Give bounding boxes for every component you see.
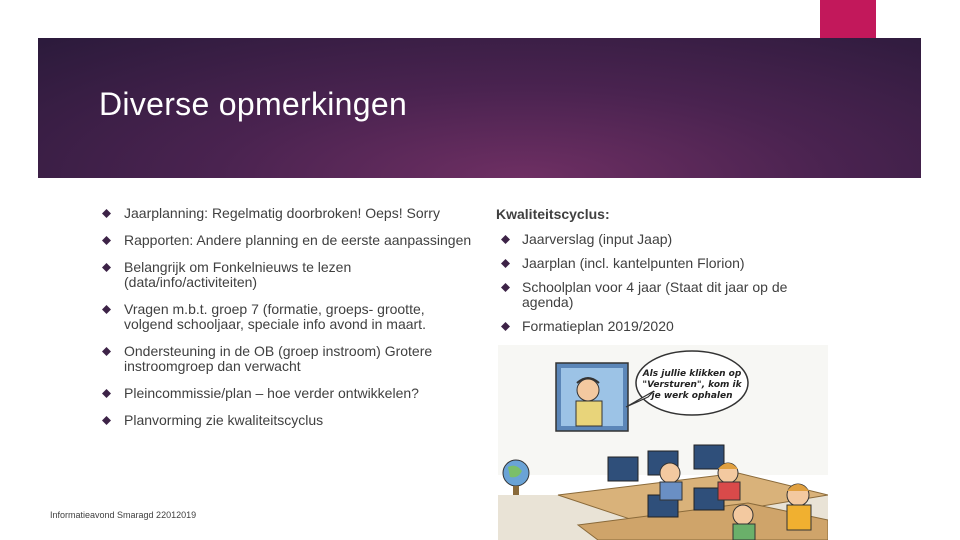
list-item: Jaarplanning: Regelmatig doorbroken! Oeps! Sorry bbox=[104, 206, 474, 221]
list-item: Formatieplan 2019/2020 bbox=[496, 319, 826, 334]
diamond-bullet-icon bbox=[501, 283, 510, 292]
diamond-bullet-icon bbox=[102, 209, 111, 218]
left-bullet-list bbox=[104, 206, 474, 440]
list-item: Jaarverslag (input Jaap) bbox=[496, 232, 826, 247]
child bbox=[733, 505, 753, 525]
list-item: Pleincommissie/plan – hoe verder ontwikkelen? bbox=[104, 386, 474, 401]
child bbox=[660, 463, 680, 483]
diamond-bullet-icon bbox=[102, 347, 111, 356]
diamond-bullet-icon bbox=[102, 236, 111, 245]
list-item: Vragen m.b.t. groep 7 (formatie, groeps- grootte, volgend schooljaar, speciale info avond in maart. bbox=[104, 302, 474, 332]
diamond-bullet-icon bbox=[501, 259, 510, 268]
diamond-bullet-icon bbox=[102, 263, 111, 272]
diamond-bullet-icon bbox=[501, 322, 510, 331]
section-heading: Kwaliteitscyclus: bbox=[496, 206, 610, 222]
classroom-cartoon bbox=[498, 345, 828, 540]
speech-bubble-line: Als jullie klikken op bbox=[642, 369, 742, 379]
diamond-bullet-icon bbox=[501, 235, 510, 244]
diamond-bullet-icon bbox=[102, 389, 111, 398]
monitor bbox=[608, 457, 638, 481]
list-item: Schoolplan voor 4 jaar (Staat dit jaar op de agenda) bbox=[496, 280, 826, 310]
classroom-cartoon-illustration bbox=[498, 345, 828, 540]
speech-bubble-line: "Versturen", kom ik bbox=[642, 380, 742, 390]
diamond-bullet-icon bbox=[102, 416, 111, 425]
right-bullet-list bbox=[496, 232, 826, 334]
list-item: Ondersteuning in de OB (groep instroom) Grotere instroomgroep dan verwacht bbox=[104, 344, 474, 374]
slide-title: Diverse opmerkingen bbox=[99, 86, 408, 122]
quality-cycle-section bbox=[496, 206, 826, 343]
footer-text: Informatieavond Smaragd 22012019 bbox=[50, 510, 197, 520]
list-item: Rapporten: Andere planning en de eerste aanpassingen bbox=[104, 233, 474, 248]
speech-bubble-line: je werk ophalen bbox=[651, 391, 733, 401]
monitor bbox=[694, 445, 724, 469]
list-item: Belangrijk om Fonkelnieuws te lezen (data/info/activiteiten) bbox=[104, 260, 474, 290]
list-item: Jaarplan (incl. kantelpunten Florion) bbox=[496, 256, 826, 271]
list-item: Planvorming zie kwaliteitscyclus bbox=[104, 413, 474, 428]
diamond-bullet-icon bbox=[102, 305, 111, 314]
